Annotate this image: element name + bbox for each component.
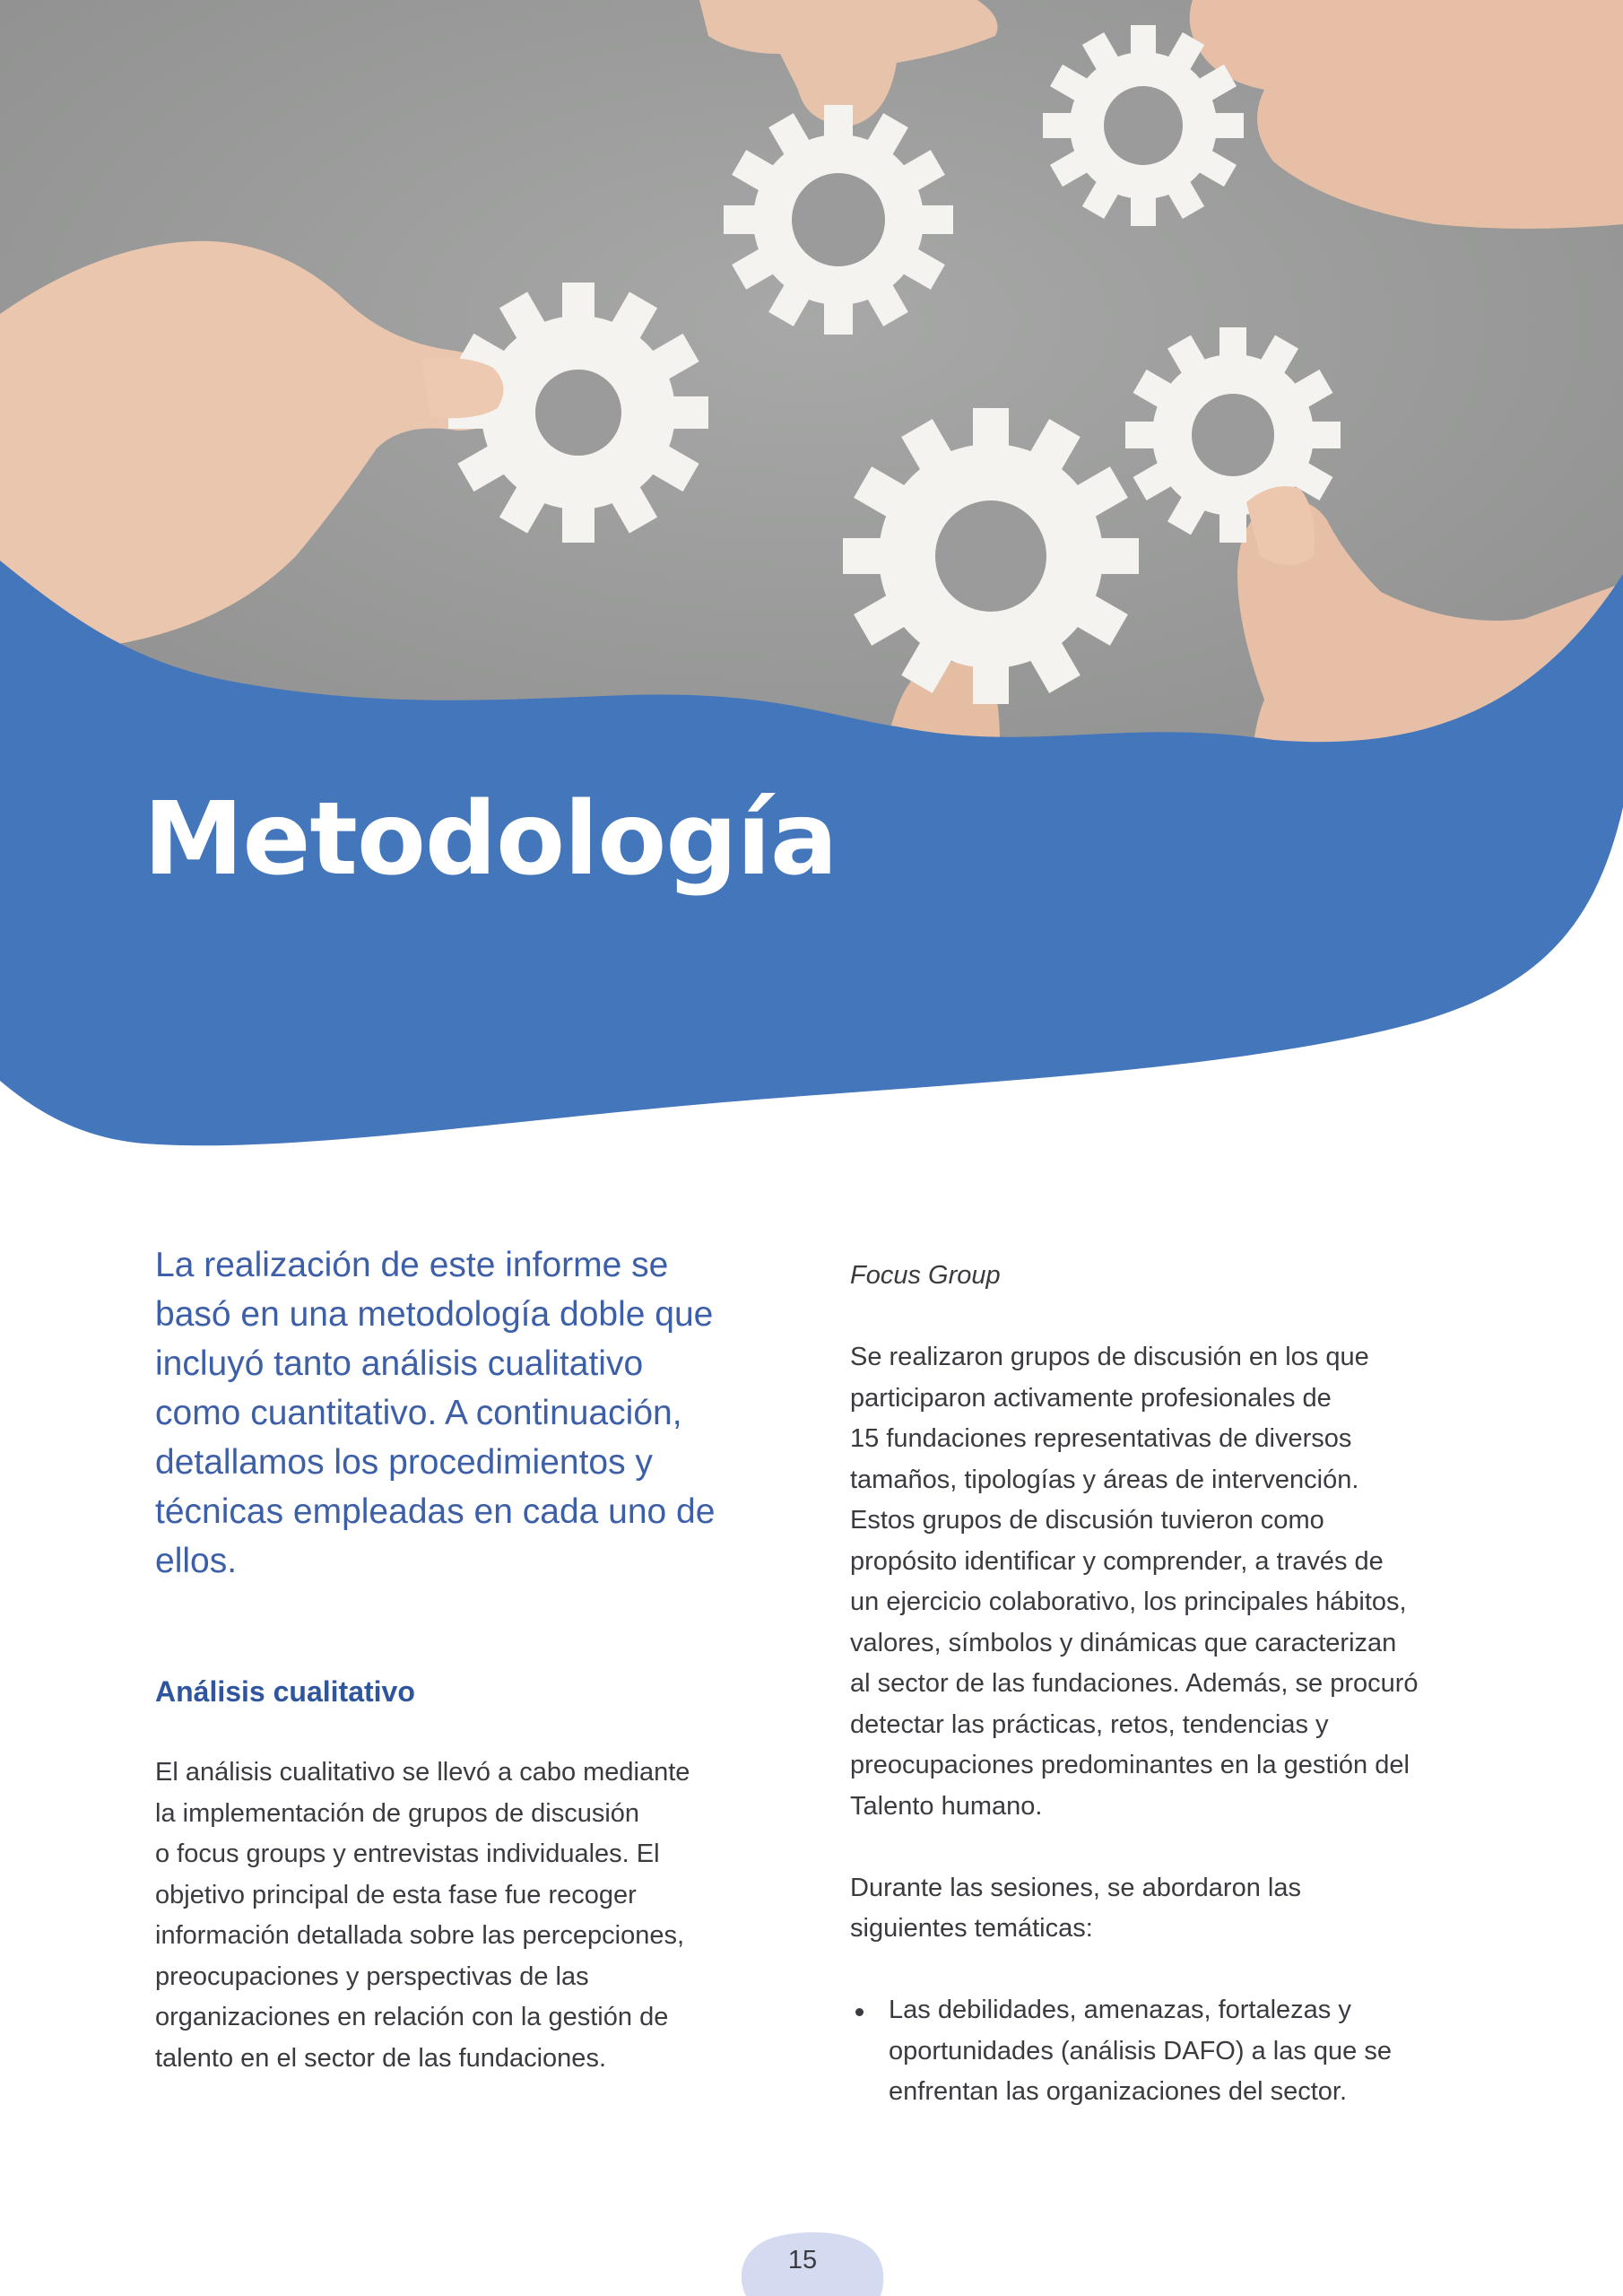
focus-group-paragraph (850, 1337, 1496, 1827)
page-title: Metodología (143, 781, 838, 898)
topics-list (850, 1990, 1496, 2113)
bullet-line: oportunidades (análisis DAFO) a las que se (889, 2036, 1392, 2066)
paragraph-line: 15 fundaciones representativas de diversos (850, 1424, 1352, 1453)
intro-line: ellos. (155, 1542, 238, 1580)
bullet-line: enfrentan las organizaciones del sector. (889, 2077, 1348, 2106)
left-column (155, 1240, 774, 2079)
paragraph-line: preocupaciones y perspectivas de las (155, 1961, 589, 1991)
intro-line: basó en una metodología doble que (155, 1295, 714, 1334)
paragraph-line: un ejercicio colaborativo, los principales hábitos, (850, 1587, 1407, 1616)
paragraph-line: Estos grupos de discusión tuvieron como (850, 1506, 1324, 1535)
paragraph-line: Se realizaron grupos de discusión en los que (850, 1343, 1369, 1371)
paragraph-line: la implementación de grupos de discusión (155, 1798, 640, 1828)
paragraph-line: objetivo principal de esta fase fue recoger (155, 1880, 637, 1909)
intro-line: La realización de este informe se (155, 1246, 669, 1284)
intro-line: técnicas empleadas en cada uno de (155, 1492, 716, 1531)
paragraph-line: siguientes temáticas: (850, 1914, 1093, 1943)
page-number: 15 (787, 2246, 818, 2274)
bullet-line: Las debilidades, amenazas, fortalezas y (889, 1996, 1351, 2024)
paragraph-line: organizaciones en relación con la gestión de (155, 2003, 669, 2031)
paragraph-line: El análisis cualitativo se llevó a cabo mediante (155, 1758, 690, 1787)
right-column (850, 1256, 1496, 2113)
qualitative-paragraph (155, 1752, 774, 2079)
paragraph-line: participaron activamente profesionales de (850, 1383, 1332, 1413)
paragraph-line: información detallada sobre las percepciones, (155, 1921, 685, 1950)
paragraph-line: tamaños, tipologías y áreas de intervención. (850, 1465, 1359, 1494)
paragraph-line: talento en el sector de las fundaciones. (155, 2043, 606, 2073)
intro-line: como cuantitativo. A continuación, (155, 1394, 682, 1432)
section-heading-qualitative: Análisis cualitativo (155, 1675, 415, 1708)
paragraph-line: Durante las sesiones, se abordaron las (850, 1873, 1301, 1902)
paragraph-line: al sector de las fundaciones. Además, se procuró (850, 1669, 1419, 1698)
paragraph-line: valores, símbolos y dinámicas que caracterizan (850, 1628, 1397, 1657)
focus-group-label: Focus Group (850, 1261, 1001, 1290)
intro-paragraph (155, 1240, 774, 1586)
paragraph-line: Talento humano. (850, 1791, 1043, 1821)
intro-line: incluyó tanto análisis cualitativo (155, 1344, 644, 1383)
paragraph-line: preocupaciones predominantes en la gestión del (850, 1751, 1410, 1779)
list-item (850, 1990, 1496, 2113)
paragraph-line: detectar las prácticas, retos, tendencias y (850, 1709, 1329, 1739)
sessions-paragraph (850, 1868, 1496, 1950)
paragraph-line: propósito identificar y comprender, a través de (850, 1546, 1384, 1576)
paragraph-line: o focus groups y entrevistas individuales. El (155, 1839, 660, 1868)
intro-line: detallamos los procedimientos y (155, 1443, 653, 1482)
